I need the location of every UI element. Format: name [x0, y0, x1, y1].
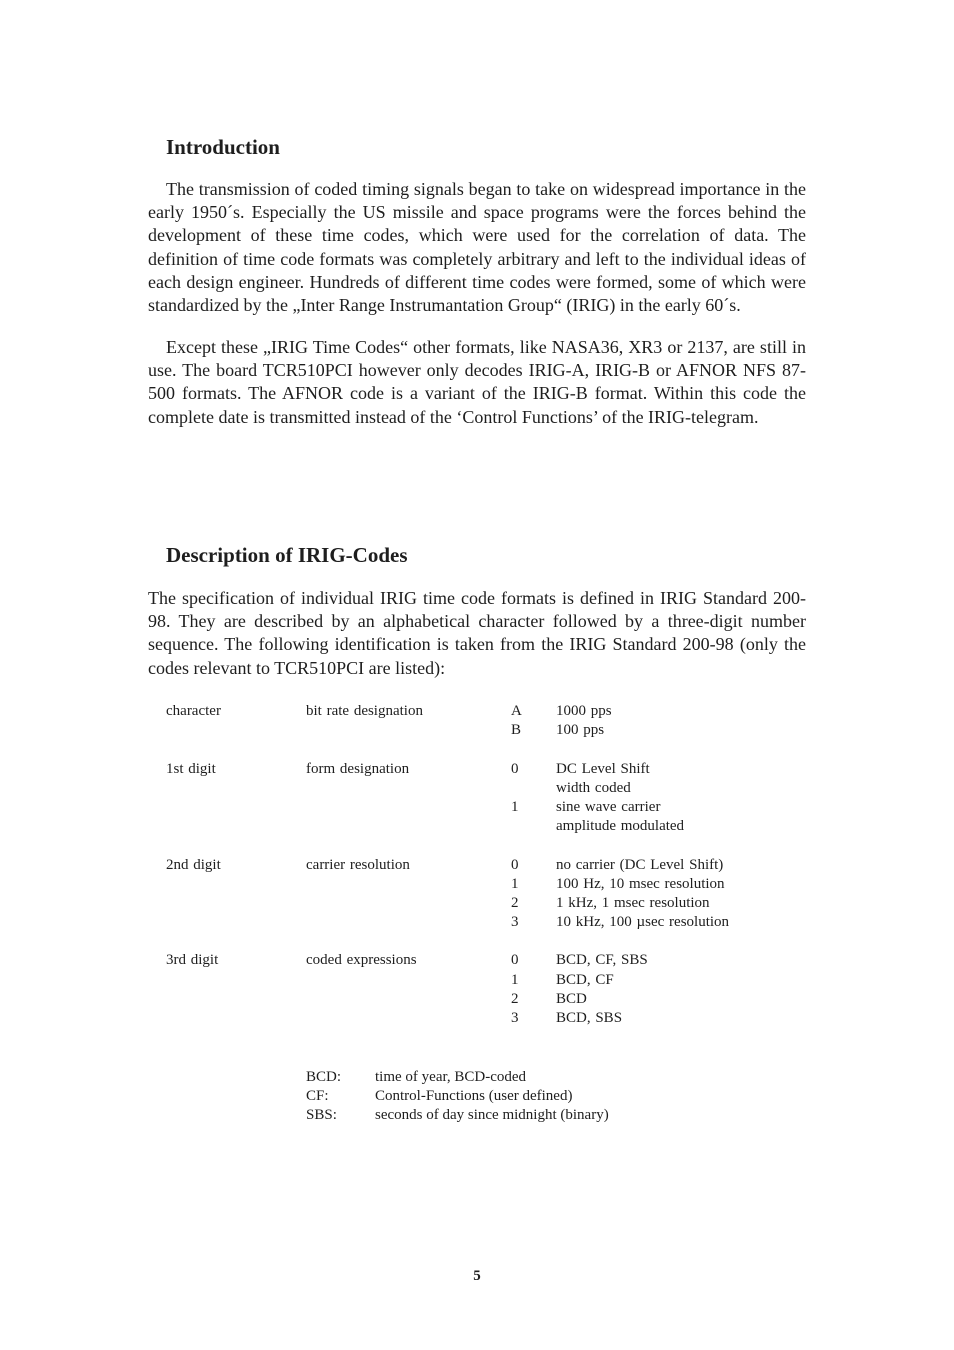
introduction-heading: Introduction [166, 135, 280, 159]
spec-code: 3 [511, 914, 519, 931]
spec-row [166, 779, 806, 798]
spec-row [166, 856, 806, 875]
page-number: 5 [473, 1268, 481, 1284]
spec-row [166, 1009, 806, 1028]
spec-row [166, 702, 806, 721]
abbreviation-value: time of year, BCD-coded [375, 1069, 527, 1085]
abbreviation-key: SBS: [306, 1107, 337, 1124]
spec-code: A [511, 703, 522, 719]
introduction-paragraph-2: Except these „IRIG Time Codes“ other formats, like NASA36, XR3 or 2137, are still in use. The board TCR510PCI however only decodes IRIG-A, IRIG-B or AFNOR NFS 87-500 formats. The AFNOR code is a variant of the IRIG-B format. Within this code the complete date is transmitted instead of the ‘Control Functions’ of the IRIG-telegram. [148, 337, 806, 427]
spec-meaning: BCD, SBS [556, 1010, 623, 1026]
spec-code: 2 [511, 894, 519, 911]
spec-row [166, 875, 806, 894]
irig-code-specification-table [166, 702, 806, 1047]
abbreviation-value: Control-Functions (user defined) [375, 1088, 573, 1105]
spec-group-character [166, 702, 806, 740]
spec-meaning: 1000 pps [556, 703, 612, 719]
spec-meaning: 1 kHz, 1 msec resolution [556, 894, 710, 911]
spec-row [166, 760, 806, 779]
spec-meaning: amplitude modulated [556, 818, 685, 835]
spec-code: 1 [511, 971, 519, 988]
spec-row [166, 951, 806, 970]
spec-row [166, 990, 806, 1009]
spec-code: 3 [511, 1010, 519, 1026]
spec-code: 0 [511, 760, 519, 777]
spec-meaning: sine wave carrier [556, 798, 661, 815]
spec-code: 1 [511, 875, 519, 892]
spec-meaning: 10 kHz, 100 µsec resolution [556, 914, 730, 931]
spec-row [166, 721, 806, 740]
spec-meaning: width coded [556, 779, 631, 796]
spec-designation: carrier resolution [306, 856, 410, 873]
spec-meaning: BCD, CF [556, 971, 614, 988]
spec-row [166, 798, 806, 817]
introduction-paragraph-1: The transmission of coded timing signals began to take on widespread importance in the early 1950´s. Especially the US missile and space programs were the forces behind the development of these time codes, which were used for the correlation of data. The definition of time code formats was completely arbitrary and left to the individual ideas of each design engineer. Hundreds of different time codes were formed, some of which were standardized by the „Inter Range Instrumantation Group“ (IRIG) in the early 60´s. [148, 179, 806, 316]
spec-group-1st-digit [166, 760, 806, 837]
spec-code: B [511, 722, 522, 739]
spec-code: 0 [511, 856, 519, 873]
spec-designation: coded expressions [306, 952, 417, 969]
abbreviation-key: CF: [306, 1088, 329, 1105]
spec-code: 2 [511, 990, 519, 1007]
spec-row [166, 913, 806, 932]
spec-meaning: BCD, CF, SBS [556, 952, 648, 969]
spec-code: 0 [511, 952, 519, 969]
abbreviation-key: BCD: [306, 1069, 342, 1085]
spec-designation: form designation [306, 760, 410, 777]
spec-designation: bit rate designation [306, 703, 423, 719]
spec-group-2nd-digit [166, 856, 806, 933]
irig-codes-paragraph: The specification of individual IRIG time code formats is defined in IRIG Standard 200-98. They are described by an alphabetical character followed by a three-digit number sequence. The following identification is taken from the IRIG Standard 200-98 (only the codes relevant to TCR510PCI are listed): [148, 588, 806, 678]
spec-position: 1st digit [166, 760, 216, 777]
abbreviation-value: seconds of day since midnight (binary) [375, 1107, 609, 1124]
spec-meaning: 100 Hz, 10 msec resolution [556, 875, 725, 892]
irig-codes-heading: Description of IRIG-Codes [166, 543, 408, 567]
spec-row [166, 894, 806, 913]
spec-meaning: BCD [556, 990, 587, 1007]
spec-position: character [166, 703, 221, 719]
spec-position: 2nd digit [166, 856, 221, 873]
spec-code: 1 [511, 798, 519, 815]
spec-meaning: DC Level Shift [556, 760, 650, 777]
spec-meaning: no carrier (DC Level Shift) [556, 856, 724, 873]
spec-row [166, 971, 806, 990]
spec-row [166, 817, 806, 836]
spec-meaning: 100 pps [556, 722, 605, 739]
spec-group-3rd-digit [166, 951, 806, 1028]
spec-position: 3rd digit [166, 952, 219, 969]
